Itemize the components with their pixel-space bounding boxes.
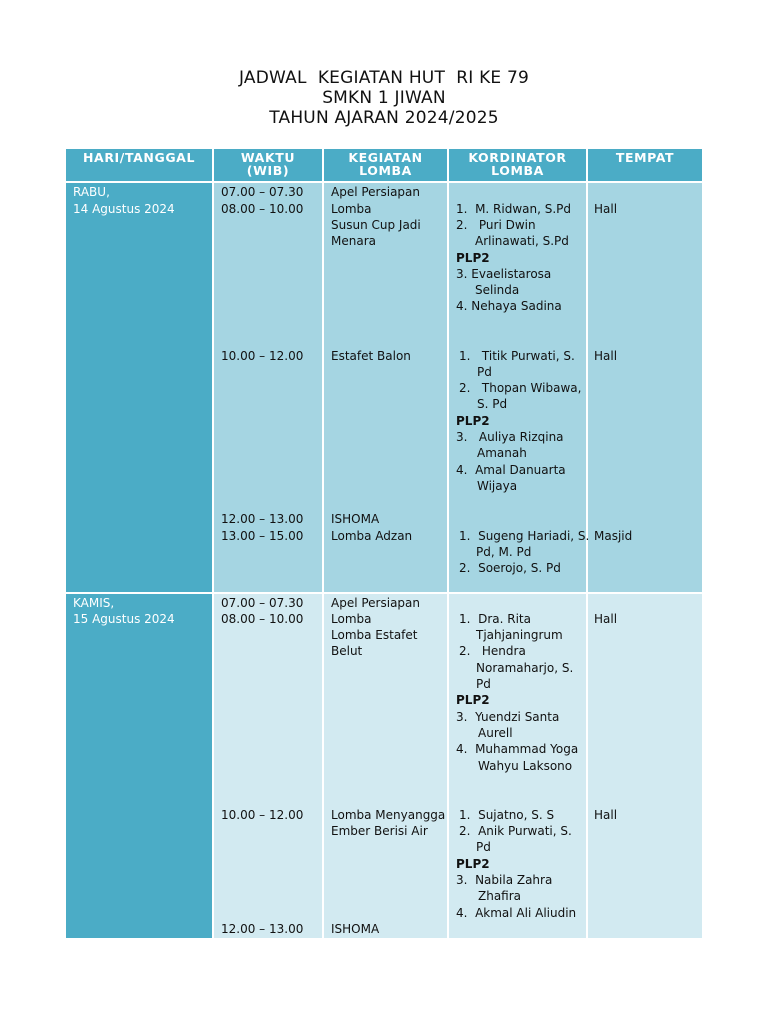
day1-time: 10.00 – 12.00 (221, 349, 304, 363)
day2-hari-cell (66, 594, 212, 938)
day2-coordinator: 1. Dra. Rita (459, 612, 531, 626)
day1-coordinator: PLP2 (456, 414, 490, 428)
day2-activity: Lomba Estafet (331, 628, 418, 642)
day2-coordinator: Noramaharjo, S. (476, 661, 574, 675)
day1-coordinator: 2. Soerojo, S. Pd (459, 561, 561, 575)
header-tempat (588, 149, 702, 181)
day2-coordinator: Wahyu Laksono (478, 759, 573, 773)
day1-hari-cell (66, 183, 212, 592)
day2-place: Hall (594, 612, 618, 626)
day1-coordinator: Selinda (475, 283, 520, 297)
day1-coordinator: 3. Auliya Rizqina (456, 430, 564, 444)
day1-coordinator: Pd (477, 365, 492, 379)
day2-time: 10.00 – 12.00 (221, 808, 304, 822)
header-hari-label: HARI/TANGGAL (82, 150, 196, 165)
day1-place: Hall (594, 202, 618, 216)
day2-tempat-cell (588, 594, 702, 938)
day2-place: Hall (594, 808, 618, 822)
day2-time: 12.00 – 13.00 (221, 922, 304, 936)
day1-tanggal: 14 Agustus 2024 (73, 202, 175, 216)
day2-coordinator: Aurell (478, 726, 513, 740)
day2-coordinator: PLP2 (456, 693, 490, 707)
day2-coordinator: 1. Sujatno, S. S (459, 808, 555, 822)
day1-coordinator: 2. Thopan Wibawa, (459, 381, 582, 395)
day2-activity: Belut (331, 644, 363, 658)
header-waktu (214, 149, 322, 181)
day2-activity: Ember Berisi Air (331, 824, 428, 838)
document-title (0, 68, 768, 128)
day2-coordinator: 4. Muhammad Yoga (456, 742, 579, 756)
day1-place: Hall (594, 349, 618, 363)
day2-activity: Lomba (331, 612, 372, 626)
title-line-3: TAHUN AJARAN 2024/2025 (269, 108, 499, 128)
day1-coordinator: S. Pd (477, 397, 508, 411)
day1-activity: Estafet Balon (331, 349, 411, 363)
day1-hari: RABU, (73, 185, 110, 199)
day1-coordinator: PLP2 (456, 251, 490, 265)
day1-activity: Lomba (331, 202, 372, 216)
header-kordinator-label: KORDINATOR (468, 150, 567, 165)
day1-coordinator: 4. Nehaya Sadina (456, 299, 562, 313)
day2-activity: Apel Persiapan (331, 596, 420, 610)
day2-coordinator: 4. Akmal Ali Aliudin (456, 906, 577, 920)
day2-coordinator: Pd (476, 840, 491, 854)
day2-coordinator: Tjahjaningrum (476, 628, 563, 642)
day1-time: 12.00 – 13.00 (221, 512, 304, 526)
header-waktu-label: WAKTU (240, 150, 296, 165)
day2-coordinator: Zhafira (478, 889, 522, 903)
day1-activity: ISHOMA (331, 512, 380, 526)
day2-activity: ISHOMA (331, 922, 380, 936)
day1-place: Masjid (594, 529, 633, 543)
day1-time: 08.00 – 10.00 (221, 202, 304, 216)
day2-activity: Lomba Menyangga (331, 808, 446, 822)
day1-coordinator: 1. Sugeng Hariadi, S. (459, 529, 590, 543)
day1-activity: Apel Persiapan (331, 185, 420, 199)
day1-coordinator: 4. Amal Danuarta (456, 463, 566, 477)
day2-time: 08.00 – 10.00 (221, 612, 304, 626)
day1-coordinator: Wijaya (477, 479, 518, 493)
day1-activity: Susun Cup Jadi (331, 218, 421, 232)
header-waktu-unit: (WIB) (246, 163, 290, 178)
day2-coordinator: 2. Anik Purwati, S. (459, 824, 572, 838)
day2-coordinator: 2. Hendra (459, 644, 526, 658)
header-tempat-label: TEMPAT (615, 150, 675, 165)
header-kegiatan-label: KEGIATAN (348, 150, 423, 165)
day2-coordinator: 3. Yuendzi Santa (456, 710, 560, 724)
header-kordinator (449, 149, 586, 181)
title-line-1: JADWAL KEGIATAN HUT RI KE 79 (239, 68, 529, 88)
header-kordinator-label-2: LOMBA (491, 163, 544, 178)
day2-coordinator: Pd (476, 677, 491, 691)
header-hari-tanggal (66, 149, 212, 181)
header-kegiatan (324, 149, 447, 181)
day2-time: 07.00 – 07.30 (221, 596, 304, 610)
day2-tanggal: 15 Agustus 2024 (73, 612, 175, 626)
day1-activity: Lomba Adzan (331, 529, 413, 543)
day1-time: 13.00 – 15.00 (221, 529, 304, 543)
day2-hari: KAMIS, (73, 596, 115, 610)
day2-coordinator: PLP2 (456, 857, 490, 871)
day1-coordinator: Amanah (477, 446, 527, 460)
day2-waktu-cell (214, 594, 322, 938)
day1-coordinator: 2. Puri Dwin (456, 218, 536, 232)
day1-coordinator: Arlinawati, S.Pd (475, 234, 569, 248)
header-kegiatan-label-2: LOMBA (359, 163, 412, 178)
day1-coordinator: Pd, M. Pd (476, 545, 532, 559)
day1-coordinator: 1. Titik Purwati, S. (459, 349, 575, 363)
day1-activity: Menara (331, 234, 376, 248)
day1-coordinator: 1. M. Ridwan, S.Pd (456, 202, 572, 216)
title-line-2: SMKN 1 JIWAN (322, 88, 446, 108)
day1-time: 07.00 – 07.30 (221, 185, 304, 199)
day2-coordinator: 3. Nabila Zahra (456, 873, 553, 887)
day1-coordinator: 3. Evaelistarosa (456, 267, 552, 281)
